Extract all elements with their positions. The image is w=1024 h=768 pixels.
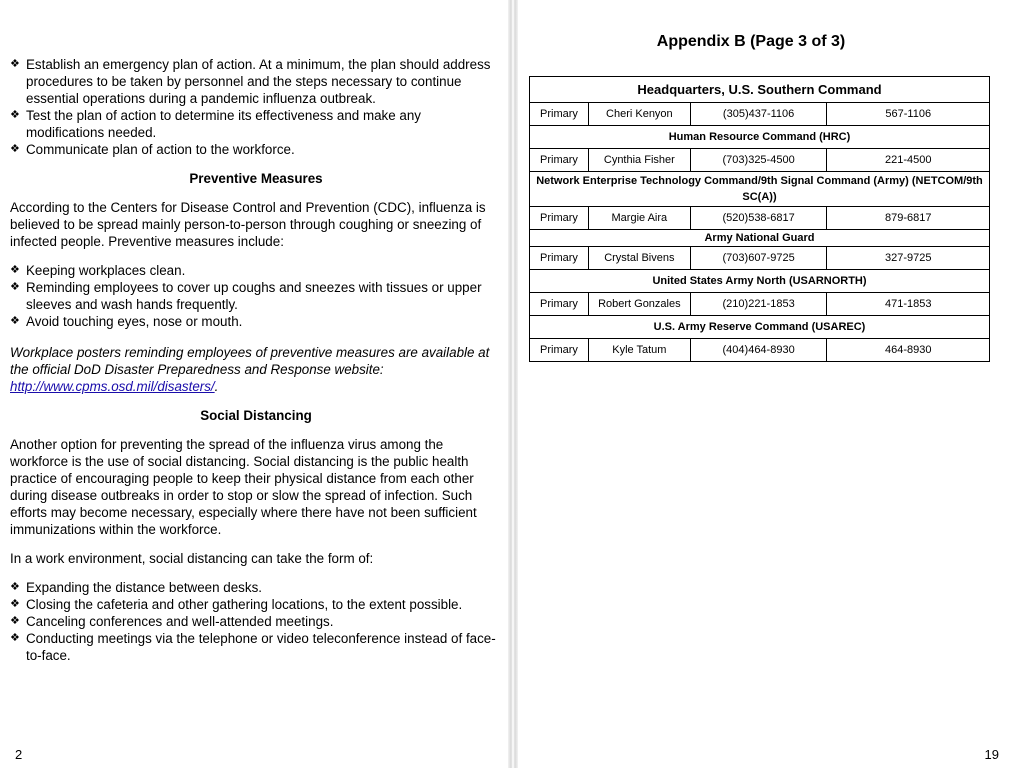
org-header: Network Enterprise Technology Command/9th Signal Command (Army) (NETCOM/9th SC(A)) — [530, 172, 990, 207]
phone-cell: (305)437-1106 — [690, 103, 827, 126]
list-item: ❖ Avoid touching eyes, nose or mouth. — [10, 314, 243, 329]
diamond-bullet-icon: ❖ — [10, 264, 20, 276]
name-cell: Robert Gonzales — [588, 293, 690, 316]
list-item: ❖ Establish an emergency plan of action. At a minimum, the plan should address procedures to be taken by personnel and the steps necessary to continue essential operations during a pandemic influenza outbreak. — [10, 57, 491, 106]
org-header: United States Army North (USARNORTH) — [530, 270, 990, 293]
table-row — [530, 149, 990, 172]
phone-cell: (404)464-8930 — [690, 339, 827, 362]
dsn-cell: 464-8930 — [827, 339, 990, 362]
diamond-bullet-icon: ❖ — [10, 58, 20, 70]
list-item: ❖ Closing the cafeteria and other gathering locations, to the extent possible. — [10, 597, 463, 612]
dsn-cell: 567-1106 — [827, 103, 990, 126]
name-cell: Kyle Tatum — [588, 339, 690, 362]
table-row — [530, 207, 990, 230]
cdc-paragraph: According to the Centers for Disease Control and Prevention (CDC), influenza is believed to be spread mainly person-to-person through coughing or sneezing of infected people. Preventive measures include: — [10, 200, 486, 249]
table-row — [530, 103, 990, 126]
right-page — [518, 0, 1024, 768]
table-header-row — [530, 270, 990, 293]
table-header-row — [530, 172, 990, 207]
list-item: ❖ Canceling conferences and well-attended meetings. — [10, 614, 334, 629]
table-header-row — [530, 316, 990, 339]
dsn-cell: 221-4500 — [827, 149, 990, 172]
role-cell: Primary — [530, 247, 589, 270]
page-number-right: 19 — [984, 747, 999, 762]
name-cell: Cheri Kenyon — [588, 103, 690, 126]
plan-bullet-list — [10, 56, 502, 158]
diamond-bullet-icon: ❖ — [10, 581, 20, 593]
table-header-row — [530, 230, 990, 247]
phone-cell: (703)607-9725 — [690, 247, 827, 270]
preventive-measures-heading: Preventive Measures — [189, 171, 323, 186]
table-row — [530, 339, 990, 362]
table-header-row — [530, 126, 990, 149]
phone-cell: (520)538-6817 — [690, 207, 827, 230]
diamond-bullet-icon: ❖ — [10, 615, 20, 627]
social-distancing-bullet-list — [10, 579, 502, 664]
left-column — [10, 56, 502, 664]
diamond-bullet-icon: ❖ — [10, 315, 20, 327]
social-distancing-heading: Social Distancing — [200, 408, 312, 423]
diamond-bullet-icon: ❖ — [10, 143, 20, 155]
social-distancing-paragraph: Another option for preventing the spread of the influenza virus among the workforce is the use of social distancing. Social distancing is the public health practice of encouraging people to keep their physical distance from each other during disease outbreaks in order to stop or slow the spread of infection. Such efforts may become necessary, especially where there have not been sufficient immunizations within the workforce. — [10, 437, 477, 537]
role-cell: Primary — [530, 149, 589, 172]
posters-paragraph: Workplace posters reminding employees of preventive measures are available at the official DoD Disaster Preparedness and Response website: http://www.cpms.osd.mil/disasters/. — [10, 345, 490, 394]
name-cell: Cynthia Fisher — [588, 149, 690, 172]
phone-cell: (210)221-1853 — [690, 293, 827, 316]
role-cell: Primary — [530, 207, 589, 230]
role-cell: Primary — [530, 293, 589, 316]
dsn-cell: 879-6817 — [827, 207, 990, 230]
left-page — [0, 0, 508, 768]
diamond-bullet-icon: ❖ — [10, 598, 20, 610]
list-item: ❖ Conducting meetings via the telephone or video teleconference instead of face-to-face. — [10, 631, 496, 663]
diamond-bullet-icon: ❖ — [10, 109, 20, 121]
appendix-title: Appendix B (Page 3 of 3) — [656, 33, 846, 50]
diamond-bullet-icon: ❖ — [10, 632, 20, 644]
org-header: Army National Guard — [530, 230, 990, 247]
page-number-left: 2 — [15, 747, 23, 762]
org-header: Headquarters, U.S. Southern Command — [530, 77, 990, 103]
page-gutter — [508, 0, 518, 768]
role-cell: Primary — [530, 339, 589, 362]
list-item: ❖ Expanding the distance between desks. — [10, 580, 262, 595]
name-cell: Crystal Bivens — [588, 247, 690, 270]
table-header-row — [530, 77, 990, 103]
dsn-cell: 327-9725 — [827, 247, 990, 270]
list-item: ❖ Test the plan of action to determine its effectiveness and make any modifications needed. — [10, 108, 422, 140]
work-environment-paragraph: In a work environment, social distancing can take the form of: — [10, 551, 374, 566]
preventive-bullet-list — [10, 262, 502, 330]
role-cell: Primary — [530, 103, 589, 126]
list-item: ❖ Communicate plan of action to the workforce. — [10, 142, 295, 157]
org-header: U.S. Army Reserve Command (USAREC) — [530, 316, 990, 339]
phone-cell: (703)325-4500 — [690, 149, 827, 172]
list-item: ❖ Reminding employees to cover up coughs and sneezes with tissues or upper sleeves and wash hands frequently. — [10, 280, 482, 312]
dsn-cell: 471-1853 — [827, 293, 990, 316]
contacts-table — [529, 76, 990, 362]
name-cell: Margie Aira — [588, 207, 690, 230]
disasters-website-link[interactable]: http://www.cpms.osd.mil/disasters/ — [10, 379, 215, 394]
org-header: Human Resource Command (HRC) — [530, 126, 990, 149]
diamond-bullet-icon: ❖ — [10, 281, 20, 293]
table-row — [530, 247, 990, 270]
list-item: ❖ Keeping workplaces clean. — [10, 263, 186, 278]
table-row — [530, 293, 990, 316]
